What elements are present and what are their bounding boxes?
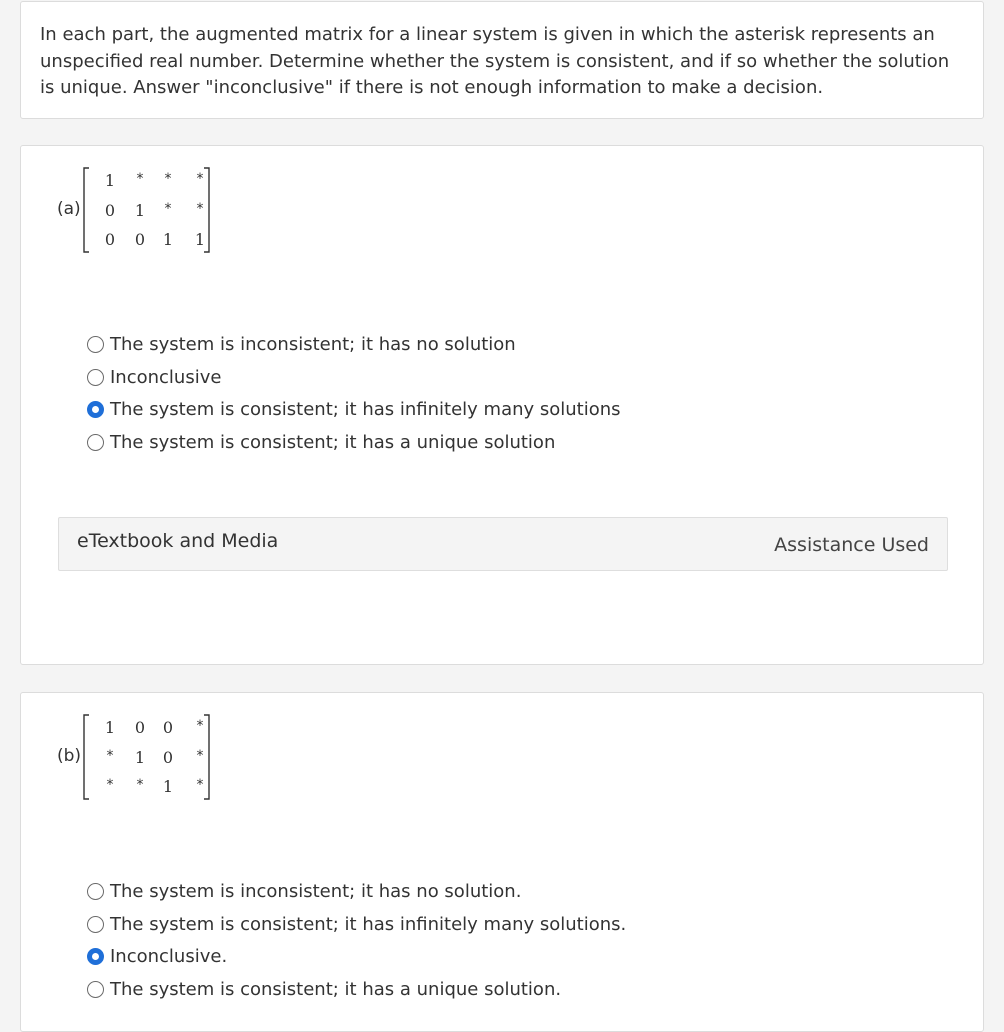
option-infinitely-many[interactable] (87, 393, 621, 426)
radio-button[interactable] (87, 336, 104, 353)
radio-button[interactable] (87, 916, 104, 933)
option-label: The system is inconsistent; it has no solution. (110, 880, 522, 902)
radio-button[interactable] (87, 434, 104, 451)
matrix-entry: 1 (162, 777, 174, 796)
option-no-solution[interactable] (87, 328, 621, 361)
etextbook-media-panel[interactable] (58, 517, 948, 571)
instructions-text: In each part, the augmented matrix for a linear system is given in which the asterisk represents an unspecified real number. Determine whether the system is consistent, and if so whether the solution is unique. Answer "inconclusive" if there is not enough information to make a decision. (40, 24, 950, 98)
option-label: The system is consistent; it has infinitely many solutions (110, 399, 621, 421)
matrix-entry: 1 (162, 230, 174, 249)
option-infinitely-many[interactable] (87, 908, 626, 941)
matrix-entry: 1 (104, 718, 116, 737)
instructions-card (20, 1, 984, 119)
matrix-entry: 1 (194, 230, 206, 249)
radio-button[interactable] (87, 369, 104, 386)
etextbook-media-link[interactable]: eTextbook and Media (77, 530, 279, 552)
matrix-entry: * (136, 171, 144, 187)
option-label: The system is consistent; it has a unique solution (110, 431, 556, 453)
assistance-used-label: Assistance Used (774, 534, 929, 556)
question-part-b (20, 692, 984, 1032)
matrix-entry: * (106, 748, 114, 764)
option-label: The system is inconsistent; it has no solution (110, 333, 516, 355)
matrix-entry: 0 (162, 748, 174, 767)
option-unique-solution[interactable] (87, 973, 626, 1006)
matrix-entry: 0 (104, 201, 116, 220)
matrix-entry: 0 (134, 718, 146, 737)
augmented-matrix (82, 165, 212, 255)
radio-button[interactable] (87, 948, 104, 965)
option-unique-solution[interactable] (87, 426, 621, 459)
matrix-entry: 1 (104, 171, 116, 190)
matrix-entry: 0 (134, 230, 146, 249)
option-no-solution[interactable] (87, 875, 626, 908)
matrix-entry: * (196, 171, 204, 187)
matrix-entry: * (164, 201, 172, 217)
answer-options (87, 875, 626, 1006)
matrix-entry: * (196, 777, 204, 793)
question-part-a (20, 145, 984, 665)
option-label: The system is consistent; it has a unique solution. (110, 978, 562, 1000)
matrix-entry: 1 (134, 748, 146, 767)
matrix-entry: * (164, 171, 172, 187)
matrix-entry: 0 (104, 230, 116, 249)
option-label: Inconclusive. (110, 946, 228, 968)
option-label: Inconclusive (110, 366, 222, 388)
answer-options (87, 328, 621, 459)
part-label: (b) (57, 746, 82, 766)
radio-button[interactable] (87, 981, 104, 998)
matrix-entry: * (106, 777, 114, 793)
radio-button[interactable] (87, 401, 104, 418)
option-inconclusive[interactable] (87, 361, 621, 394)
matrix-entry: 1 (134, 201, 146, 220)
augmented-matrix (82, 712, 212, 802)
matrix-entry: 0 (162, 718, 174, 737)
matrix-entry: * (136, 777, 144, 793)
option-inconclusive[interactable] (87, 940, 626, 973)
option-label: The system is consistent; it has infinitely many solutions. (110, 913, 627, 935)
radio-button[interactable] (87, 883, 104, 900)
matrix-entry: * (196, 201, 204, 217)
matrix-entry: * (196, 718, 204, 734)
part-label: (a) (57, 199, 81, 219)
matrix-entry: * (196, 748, 204, 764)
